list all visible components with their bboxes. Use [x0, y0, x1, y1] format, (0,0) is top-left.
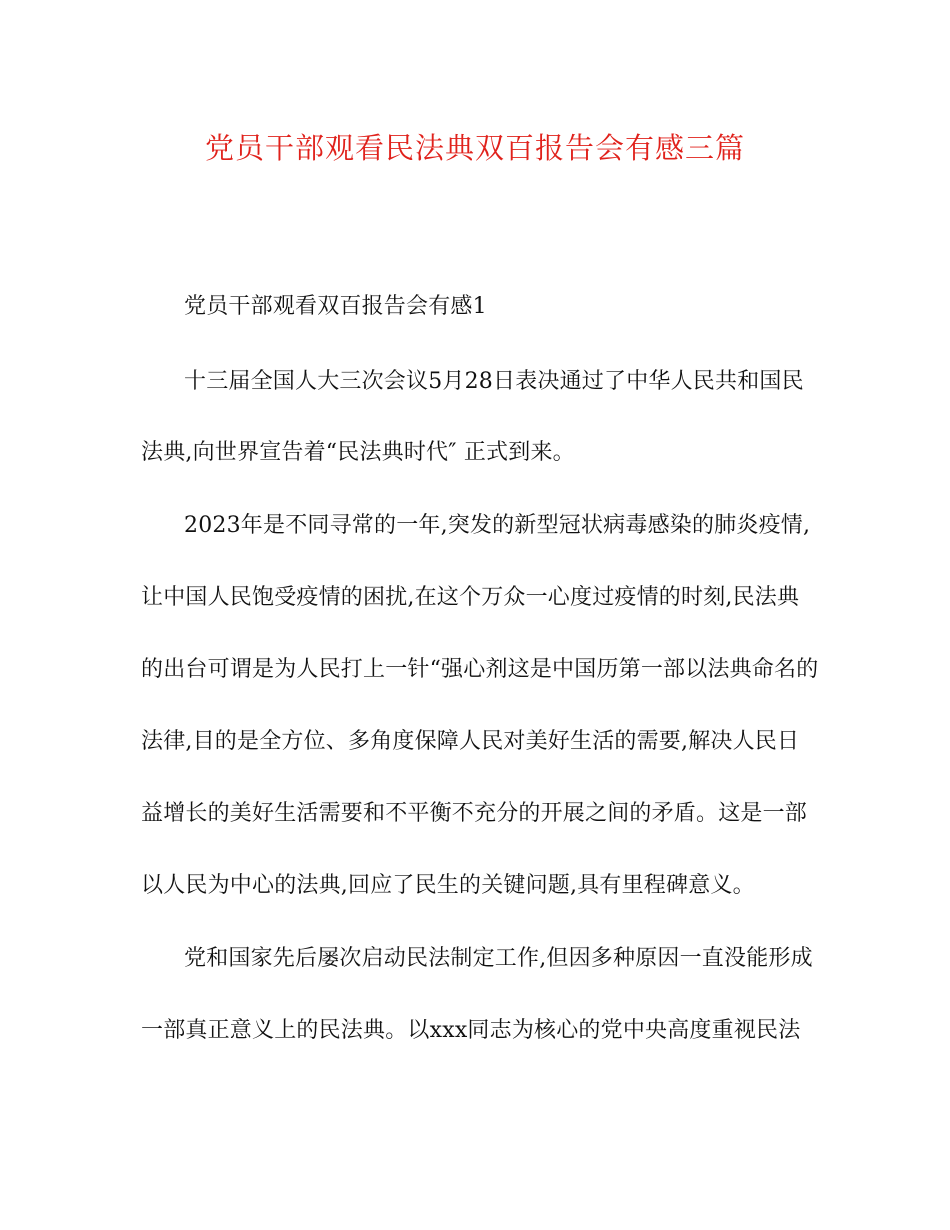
paragraph-line: 十三届全国人大三次会议5月28日表决通过了中华人民共和国民	[184, 369, 804, 394]
paragraph-line: 一部真正意义上的民法典。以xxx同志为核心的党中央高度重视民法	[141, 1018, 801, 1043]
paragraph-line: 党和国家先后屡次启动民法制定工作,但因多种原因一直没能形成	[184, 946, 813, 971]
paragraph-line: 益增长的美好生活需要和不平衡不充分的开展之间的矛盾。这是一部	[141, 801, 808, 826]
paragraph-line: 以人民为中心的法典,回应了民生的关键问题,具有里程碑意义。	[141, 873, 755, 898]
paragraph-line: 让中国人民饱受疫情的困扰,在这个万众一心度过疫情的时刻,民法典	[141, 585, 800, 610]
document-title: 党员干部观看民法典双百报告会有感三篇	[204, 131, 745, 165]
section-heading: 党员干部观看双百报告会有感1	[184, 294, 487, 319]
paragraph-line: 法律,目的是全方位、多角度保障人民对美好生活的需要,解决人民日	[141, 729, 800, 754]
paragraph-line: 法典,向世界宣告着“民法典时代″ 正式到来。	[141, 440, 575, 465]
paragraph-line: 2023年是不同寻常的一年,突发的新型冠状病毒感染的肺炎疫情,	[184, 513, 811, 538]
paragraph-line: 的出台可谓是为人民打上一针“强心剂这是中国历第一部以法典命名的	[141, 657, 819, 682]
